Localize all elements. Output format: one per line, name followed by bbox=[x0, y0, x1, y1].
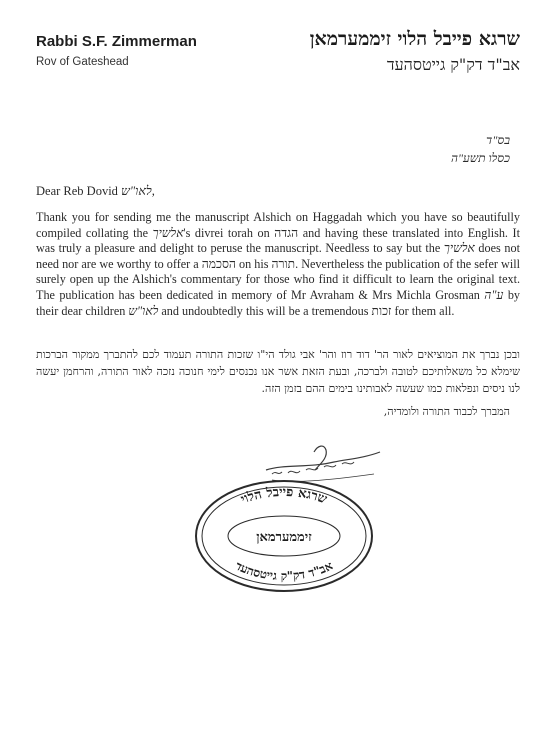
hebrew-word: אלשיך bbox=[152, 225, 184, 240]
closing-line: המברך לכבוד התורה ולומדיה, bbox=[383, 405, 510, 418]
body-paragraph bbox=[36, 210, 520, 319]
hebrew-date bbox=[451, 131, 510, 167]
stamp-bottom-text bbox=[233, 558, 335, 583]
body-segment: by their dear children bbox=[36, 287, 521, 318]
body-segment: . Nevertheless the publication of the sefer will surely open up the Alshich's commentary for those who find it difficult to learn the original text. The publication has been dedicated in memory of Mr Avraham & Mrs Michla Grosman bbox=[36, 256, 520, 302]
letterhead-english-title: Rov of Gateshead bbox=[36, 56, 129, 68]
body-segment: for them all. bbox=[391, 303, 455, 318]
salutation-name: Dear Reb Dovid bbox=[36, 184, 122, 198]
body-segment: on his bbox=[235, 256, 272, 271]
body-segment: 's divrei torah on bbox=[183, 225, 275, 240]
hebrew-word: לאו"ש bbox=[128, 303, 159, 318]
stamp-top-text bbox=[239, 485, 330, 508]
date-line-2: כסלו תשע"ה bbox=[450, 151, 510, 165]
body-segment: Thank you for sending me the manuscript Alshich on Haggadah which you have so beautifully compiled collating the bbox=[36, 210, 520, 240]
date-line-1: בס"ד bbox=[486, 133, 510, 147]
salutation bbox=[36, 184, 155, 199]
hebrew-word: זכות bbox=[371, 303, 392, 318]
hebrew-blessing-paragraph: ובכן נברך את המוציאים לאור הר' דוד רוז והר' אבי גולד הי"ו שזכות התורה תעמוד לכם להתברך ממקור הברכות שימלא כל משאלותיכם לטובה ולברכה, ובעת הזאת אשר אנו נכנסים לימי חנוכה נזכה לאור התורה, והרחמן יעשה לנו ניסים ונפלאות כמו שעשה לאבותינו בימים ההם בזמן הזה. bbox=[36, 348, 520, 395]
stamp-top-textpath: שרגא פייבל הלוי bbox=[238, 484, 329, 508]
letterhead-english-name: Rabbi S.F. Zimmerman bbox=[36, 33, 197, 50]
rabbinical-stamp bbox=[193, 478, 375, 594]
letterhead-hebrew-name: שרגא פייבל הלוי זיממערמאן bbox=[309, 28, 520, 50]
hebrew-word: הגדה bbox=[274, 225, 299, 240]
body-segment: and undoubtedly this will be a tremendous bbox=[158, 303, 372, 318]
salutation-honorific: לאו"ש, bbox=[121, 184, 155, 198]
stamp-center-text: זיממערמאן bbox=[256, 530, 312, 545]
hebrew-word: אלשיך bbox=[443, 241, 475, 256]
hebrew-word: תורה bbox=[271, 256, 296, 271]
body-segment: does not need nor are we worthy to offer a bbox=[36, 241, 520, 271]
hebrew-word: ע"ה bbox=[484, 287, 504, 302]
stamp-bottom-textpath: אב"ד דק"ק גייטסהעד bbox=[233, 558, 335, 584]
body-segment: and having these translated into English. It was truly a pleasure and delight to peruse the manuscript. Needless to say but the bbox=[36, 225, 520, 256]
letter-body bbox=[36, 210, 520, 319]
letterhead-hebrew-title: אב"ד דק"ק גייטסהעד bbox=[386, 55, 520, 74]
hebrew-word: הסכמה bbox=[201, 256, 236, 271]
